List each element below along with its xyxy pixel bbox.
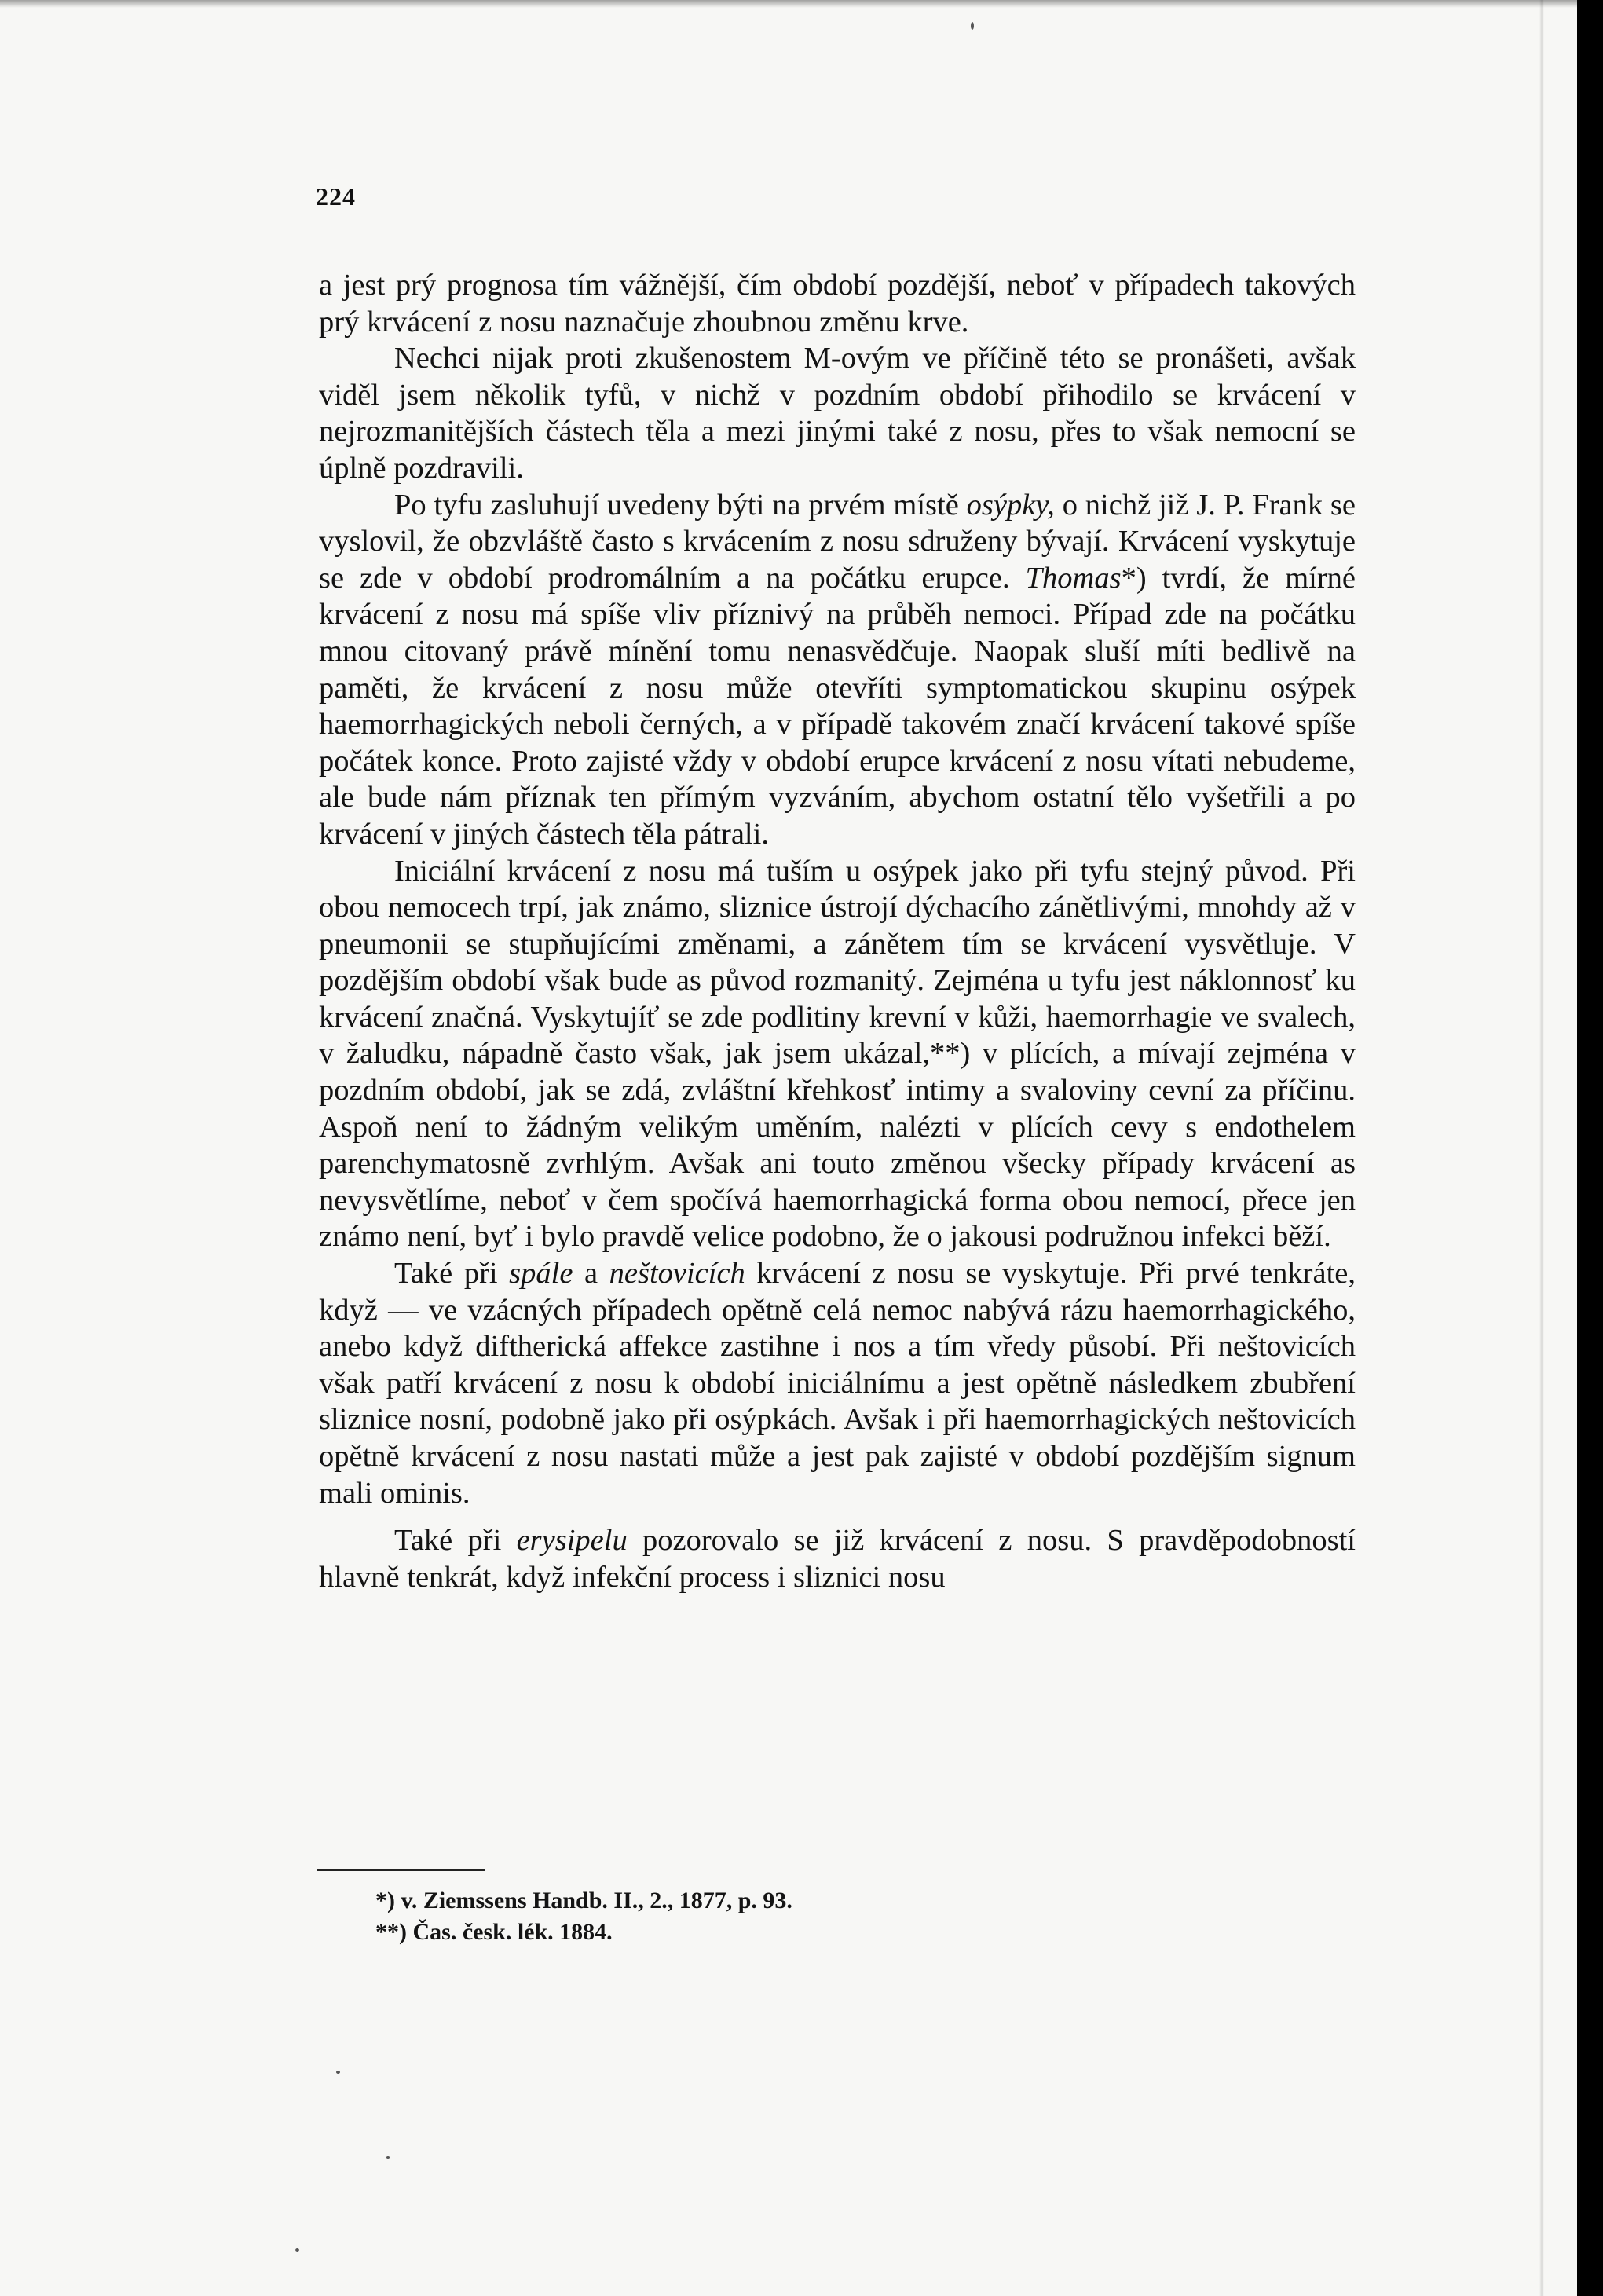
paragraph-6-text-a: Také při (394, 1524, 517, 1558)
paragraph-3 (319, 487, 1356, 853)
paragraph-2 (319, 340, 1356, 486)
paragraph-1 (319, 267, 1356, 340)
footnotes (375, 1885, 1161, 1948)
paragraph-4 (319, 853, 1356, 1256)
paragraph-5-text-a: Také při (394, 1257, 510, 1291)
paragraph-4-text: Iniciální krvácení z nosu má tuším u osýpek jako při tyfu stejný původ. Při obou nemocech trpí, jak známo, sliznice ústrojí dýchacího zánětlivými, mnohdy až v pneumonii se stupňujícími změnami, a zánětem tím se krvácení vysvětluje. V pozdějším období však bude as původ rozmanitý. Zejména u tyfu jest náklonnosť ku krvácení značná. Vyskytujíť se zde podlitiny krevní v kůži, haemorrhagie ve svalech, v žaludku, nápadně často však, jak jsem ukázal,**) v plících, a mívají zejména v pozdním období, jak se zdá, zvláštní křehkosť intimy a svaloviny cevní za příčinu. Aspoň není to žádným velikým uměním, nalézti v plících cevy s endothelem parenchymatosně zvrhlým. Avšak ani touto změnou všecky případy krvácení as nevysvětlíme, neboť v čem spočívá haemorrhagická forma obou nemocí, přece jen známo není, byť i bylo pravdě velice podobno, že o jakousi podružnou infekci běží. (319, 854, 1356, 1254)
footnote-2: **) Čas. česk. lék. 1884. (375, 1919, 613, 1945)
page-top-shadow (0, 0, 1577, 8)
paragraph-3-text-a: Po tyfu zasluhují uvedeny býti na prvém místě (394, 488, 967, 522)
paragraph-1-text: a jest prý prognosa tím vážnější, čím období pozdější, neboť v případech takových prý krvácení z nosu naznačuje zhoubnou změnu krve. (319, 269, 1356, 339)
paragraph-3-text-c: *) tvrdí, že mírné krvácení z nosu má spíše vliv příznivý na průběh nemoci. Případ zde na počátku mnou citovaný právě mínění tomu nenasvědčuje. Naopak sluší míti bedlivě na paměti, že krvácení z nosu může otevříti symptomatickou skupinu osýpek haemorrhagických neboli černých, a v případě takovém značí krvácení takové spíše počátek konce. Proto zajisté vždy v období erupce krvácení z nosu vítati nebudeme, ale bude nám příznak ten přímým vyzváním, abychom ostatní tělo vyšetřili a po krvácení v jiných částech těla pátrali. (319, 561, 1356, 851)
page-gutter-shadow (1539, 0, 1544, 2296)
paragraph-5-italic-nestovicich: neštovicích (609, 1257, 745, 1291)
page-number: 224 (316, 182, 356, 211)
scan-speck (336, 2071, 340, 2074)
scan-border (1577, 0, 1603, 2296)
paragraph-6-text-b: pozorovalo se již krvácení z nosu. S pravděpodobností hlavně tenkrát, když infekční process i sliznici nosu (319, 1524, 1356, 1594)
paragraph-3-italic-thomas: Thomas (1025, 561, 1122, 595)
paragraph-5 (319, 1255, 1356, 1511)
paragraph-6-italic-erysipelu: erysipelu (516, 1524, 628, 1558)
paragraph-3-text-b: o nichž již J. P. Frank se vyslovil, že obzvláště často s krvácením z nosu sdruženy bývají. Krvácení vyskytuje se zde v období prodromálním a na počátku erupce. (319, 488, 1356, 595)
paragraph-6 (319, 1522, 1356, 1595)
paragraph-5-text-b: a (573, 1257, 609, 1291)
footnote-1: *) v. Ziemssens Handb. II., 2., 1877, p. 93. (375, 1888, 792, 1913)
body-text (319, 267, 1356, 1595)
scan-speck (386, 2156, 390, 2159)
footnote-divider (317, 1869, 485, 1871)
scan-speck (971, 22, 974, 30)
scan-speck (295, 2248, 299, 2252)
paragraph-3-italic-osypky: osýpky, (966, 488, 1055, 522)
paragraph-5-text-c: krvácení z nosu se vyskytuje. Při prvé tenkráte, když — ve vzácných případech opětně celá nemoc nabývá rázu haemorrhagického, anebo když diftherická affekce zastihne i nos a tím vředy působí. Při neštovicích však patří krvácení z nosu k období iniciálnímu a jest opětně následkem zbubření sliznice nosní, podobně jako při osýpkách. Avšak i při haemorrhagických neštovicích opětně krvácení z nosu nastati může a jest pak zajisté v období pozdějším signum mali ominis. (319, 1257, 1356, 1510)
paragraph-5-italic-spale: spále (509, 1257, 573, 1291)
paragraph-2-text: Nechci nijak proti zkušenostem M-ovým ve příčině této se pronášeti, avšak viděl jsem několik tyfů, v nichž v pozdním období přihodilo se krvácení v nejrozmanitějších částech těla a mezi jinými také z nosu, přes to však nemocní se úplně pozdravili. (319, 342, 1356, 485)
